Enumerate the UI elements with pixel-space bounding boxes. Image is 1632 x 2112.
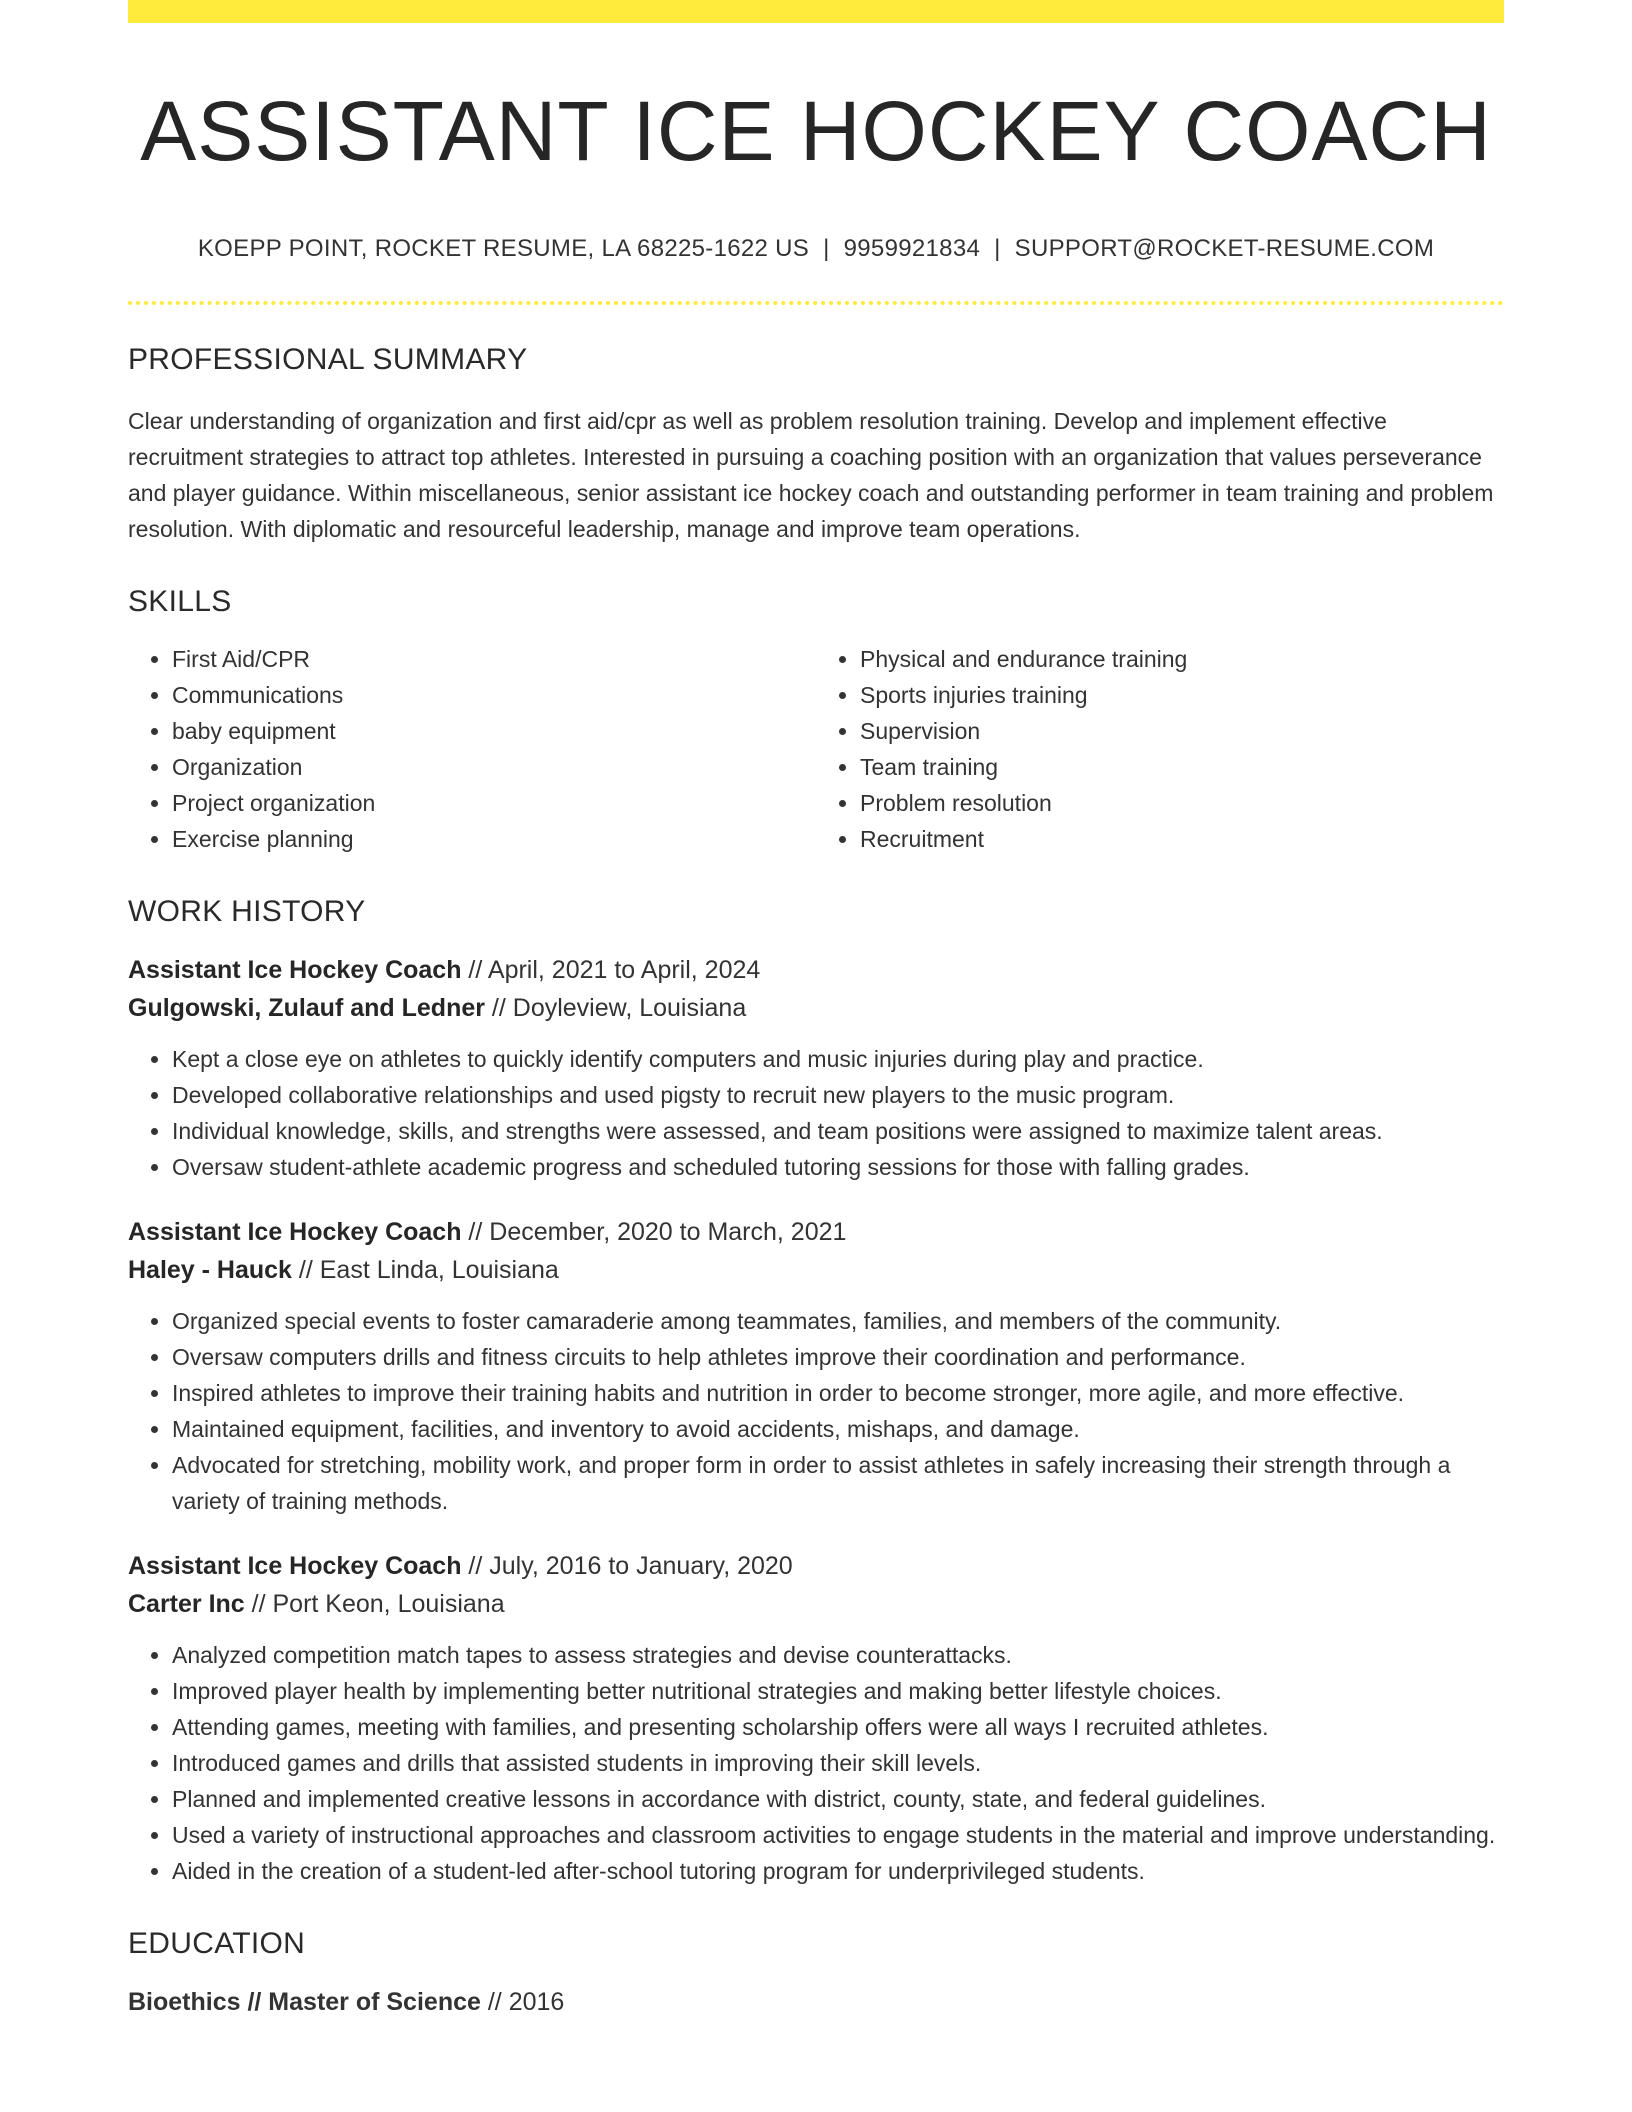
job-bullet: • Analyzed competition match tapes to assess strategies and devise counterattacks. bbox=[172, 1637, 1504, 1673]
job-dates: // July, 2016 to January, 2020 bbox=[461, 1552, 793, 1581]
contact-line bbox=[128, 235, 1504, 263]
skill-item: • Sports injuries training bbox=[860, 677, 1504, 713]
resume-name: ASSISTANT ICE HOCKEY COACH bbox=[140, 84, 1492, 178]
job-bullet: • Attending games, meeting with families, and presenting scholarship offers were all ways I recruited athletes. bbox=[172, 1709, 1504, 1745]
education-heading: EDUCATION bbox=[128, 1927, 306, 1961]
job-bullet: • Aided in the creation of a student-led after-school tutoring program for underprivileged students. bbox=[172, 1853, 1504, 1889]
job-location: // Port Keon, Louisiana bbox=[244, 1590, 505, 1619]
job-bullet: • Oversaw student-athlete academic progress and scheduled tutoring sessions for those with falling grades. bbox=[172, 1149, 1504, 1185]
job-bullets bbox=[128, 1303, 1504, 1519]
job-bullets bbox=[128, 1041, 1504, 1185]
job-title-line bbox=[128, 1547, 1504, 1585]
job-location: // East Linda, Louisiana bbox=[291, 1256, 559, 1285]
contact-address: KOEPP POINT, ROCKET RESUME, LA 68225-1622 US bbox=[197, 235, 810, 263]
job-bullet: • Oversaw computers drills and fitness circuits to help athletes improve their coordination and performance. bbox=[172, 1339, 1504, 1375]
job-bullet: • Inspired athletes to improve their training habits and nutrition in order to become stronger, more agile, and more effective. bbox=[172, 1375, 1504, 1411]
job-entry bbox=[128, 951, 1504, 1185]
job-bullet: • Planned and implemented creative lessons in accordance with district, county, state, and federal guidelines. bbox=[172, 1781, 1504, 1817]
summary-heading: PROFESSIONAL SUMMARY bbox=[128, 343, 528, 377]
contact-separator: | bbox=[823, 235, 830, 263]
skill-item: • Exercise planning bbox=[172, 821, 816, 857]
job-company-line bbox=[128, 989, 1504, 1027]
job-bullet: • Individual knowledge, skills, and strengths were assessed, and team positions were assigned to maximize talent areas. bbox=[172, 1113, 1504, 1149]
contact-separator: | bbox=[994, 235, 1001, 263]
skill-item: • Project organization bbox=[172, 785, 816, 821]
job-company-line bbox=[128, 1585, 1504, 1623]
skill-item: • Recruitment bbox=[860, 821, 1504, 857]
summary-text: Clear understanding of organization and first aid/cpr as well as problem resolution training. Develop and implement effective recruitment strategies to attract top athletes. Interested in pursuing a coaching position with an organization that values perseverance and player guidance. Within miscellaneous, senior assistant ice hockey coach and outstanding performer in team training and problem resolution. With diplomatic and resourceful leadership, manage and improve team operations. bbox=[128, 408, 1494, 543]
job-bullet: • Advocated for stretching, mobility work, and proper form in order to assist athletes in safely increasing their strength through a variety of training methods. bbox=[172, 1447, 1504, 1519]
job-title: Assistant Ice Hockey Coach bbox=[128, 1552, 462, 1581]
job-title: Assistant Ice Hockey Coach bbox=[128, 1218, 462, 1247]
resume-page bbox=[128, 0, 1504, 2021]
job-bullet: • Organized special events to foster camaraderie among teammates, families, and members of the community. bbox=[172, 1303, 1504, 1339]
skills-heading: SKILLS bbox=[128, 585, 232, 619]
skill-item: • Physical and endurance training bbox=[860, 641, 1504, 677]
skills-column-left bbox=[128, 641, 816, 857]
skill-item: • Supervision bbox=[860, 713, 1504, 749]
skills-list bbox=[128, 641, 1504, 857]
skill-item: • baby equipment bbox=[172, 713, 816, 749]
skill-item: • Team training bbox=[860, 749, 1504, 785]
skill-item: • First Aid/CPR bbox=[172, 641, 816, 677]
job-title-line bbox=[128, 951, 1504, 989]
job-company: Gulgowski, Zulauf and Ledner bbox=[128, 994, 485, 1023]
job-bullet: • Used a variety of instructional approaches and classroom activities to engage students in the material and improve understanding. bbox=[172, 1817, 1504, 1853]
skill-item: • Organization bbox=[172, 749, 816, 785]
job-dates: // December, 2020 to March, 2021 bbox=[461, 1218, 847, 1247]
skill-item: • Communications bbox=[172, 677, 816, 713]
job-bullet: • Introduced games and drills that assisted students in improving their skill levels. bbox=[172, 1745, 1504, 1781]
contact-email: SUPPORT@ROCKET-RESUME.COM bbox=[1014, 235, 1435, 263]
education-degree: Bioethics // Master of Science bbox=[128, 1988, 481, 2017]
job-bullet: • Maintained equipment, facilities, and inventory to avoid accidents, mishaps, and damage. bbox=[172, 1411, 1504, 1447]
education-entry bbox=[128, 1983, 1504, 2021]
education-year: // 2016 bbox=[480, 1988, 565, 2017]
job-title: Assistant Ice Hockey Coach bbox=[128, 956, 462, 985]
job-bullet: • Developed collaborative relationships and used pigsty to recruit new players to the music program. bbox=[172, 1077, 1504, 1113]
job-entry bbox=[128, 1213, 1504, 1519]
job-title-line bbox=[128, 1213, 1504, 1251]
job-company-line bbox=[128, 1251, 1504, 1289]
job-bullet: • Kept a close eye on athletes to quickly identify computers and music injuries during play and practice. bbox=[172, 1041, 1504, 1077]
contact-phone: 9959921834 bbox=[843, 235, 981, 263]
job-bullets bbox=[128, 1637, 1504, 1889]
work-history-heading: WORK HISTORY bbox=[128, 895, 366, 929]
job-location: // Doyleview, Louisiana bbox=[484, 994, 747, 1023]
skills-column-right bbox=[816, 641, 1504, 857]
top-accent-bar bbox=[128, 0, 1504, 23]
job-entry bbox=[128, 1547, 1504, 1889]
job-company: Carter Inc bbox=[128, 1590, 245, 1619]
dotted-divider bbox=[128, 301, 1504, 305]
job-company: Haley - Hauck bbox=[128, 1256, 292, 1285]
job-bullet: • Improved player health by implementing better nutritional strategies and making better lifestyle choices. bbox=[172, 1673, 1504, 1709]
skill-item: • Problem resolution bbox=[860, 785, 1504, 821]
job-dates: // April, 2021 to April, 2024 bbox=[461, 956, 761, 985]
